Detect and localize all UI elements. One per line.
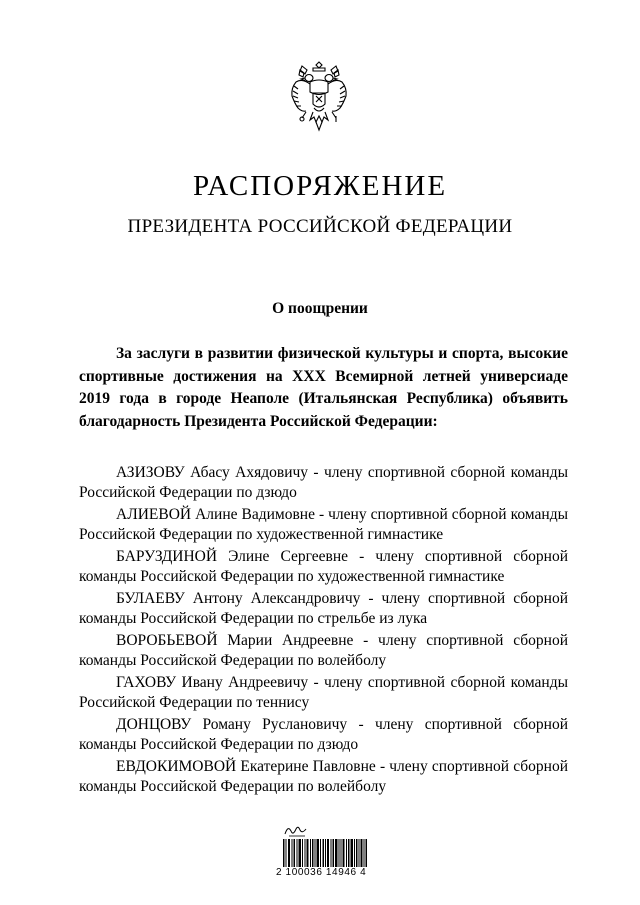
list-item: ГАХОВУ Ивану Андреевичу - члену спортивной сборной команды Российской Федерации по теннису (79, 674, 568, 711)
document-subtitle: ПРЕЗИДЕНТА РОССИЙСКОЙ ФЕДЕРАЦИИ (127, 216, 513, 237)
barcode-number: 2 100036 14946 4 (276, 867, 367, 878)
coat-of-arms-icon (280, 56, 358, 138)
list-item: АЛИЕВОЙ Алине Вадимовне - члену спортивной сборной команды Российской Федерации по художественной гимнастике (79, 506, 568, 543)
list-item: БУЛАЕВУ Антону Александровичу - члену спортивной сборной команды Российской Федерации по стрельбе из лука (79, 590, 568, 627)
list-item: ВОРОБЬЕВОЙ Марии Андреевне - члену спортивной сборной команды Российской Федерации по волейболу (79, 632, 568, 669)
list-item: АЗИЗОВУ Абасу Ахядовичу - члену спортивной сборной команды Российской Федерации по дзюдо (79, 464, 568, 501)
list-item: ЕВДОКИМОВОЙ Екатерине Павловне - члену спортивной сборной команды Российской Федерации по волейболу (79, 758, 568, 795)
list-item: БАРУЗДИНОЙ Элине Сергеевне - члену спортивной сборной команды Российской Федерации по художественной гимнастике (79, 548, 568, 585)
intro-paragraph: За заслуги в развитии физической культуры и спорта, высокие спортивные достижения на XXX Всемирной летней универсиаде 2019 года в городе Неаполе (Итальянская Республика) объявить благодарность Президента Российской Федерации: (79, 345, 568, 430)
document-heading: О поощрении (272, 300, 368, 317)
awardees-list (79, 463, 568, 799)
barcode-icon (283, 839, 367, 867)
list-item: ДОНЦОВУ Роману Руслановичу - члену спортивной сборной команды Российской Федерации по дзюдо (79, 716, 568, 753)
signature-icon (283, 822, 309, 838)
document-title: РАСПОРЯЖЕНИЕ (192, 170, 448, 202)
